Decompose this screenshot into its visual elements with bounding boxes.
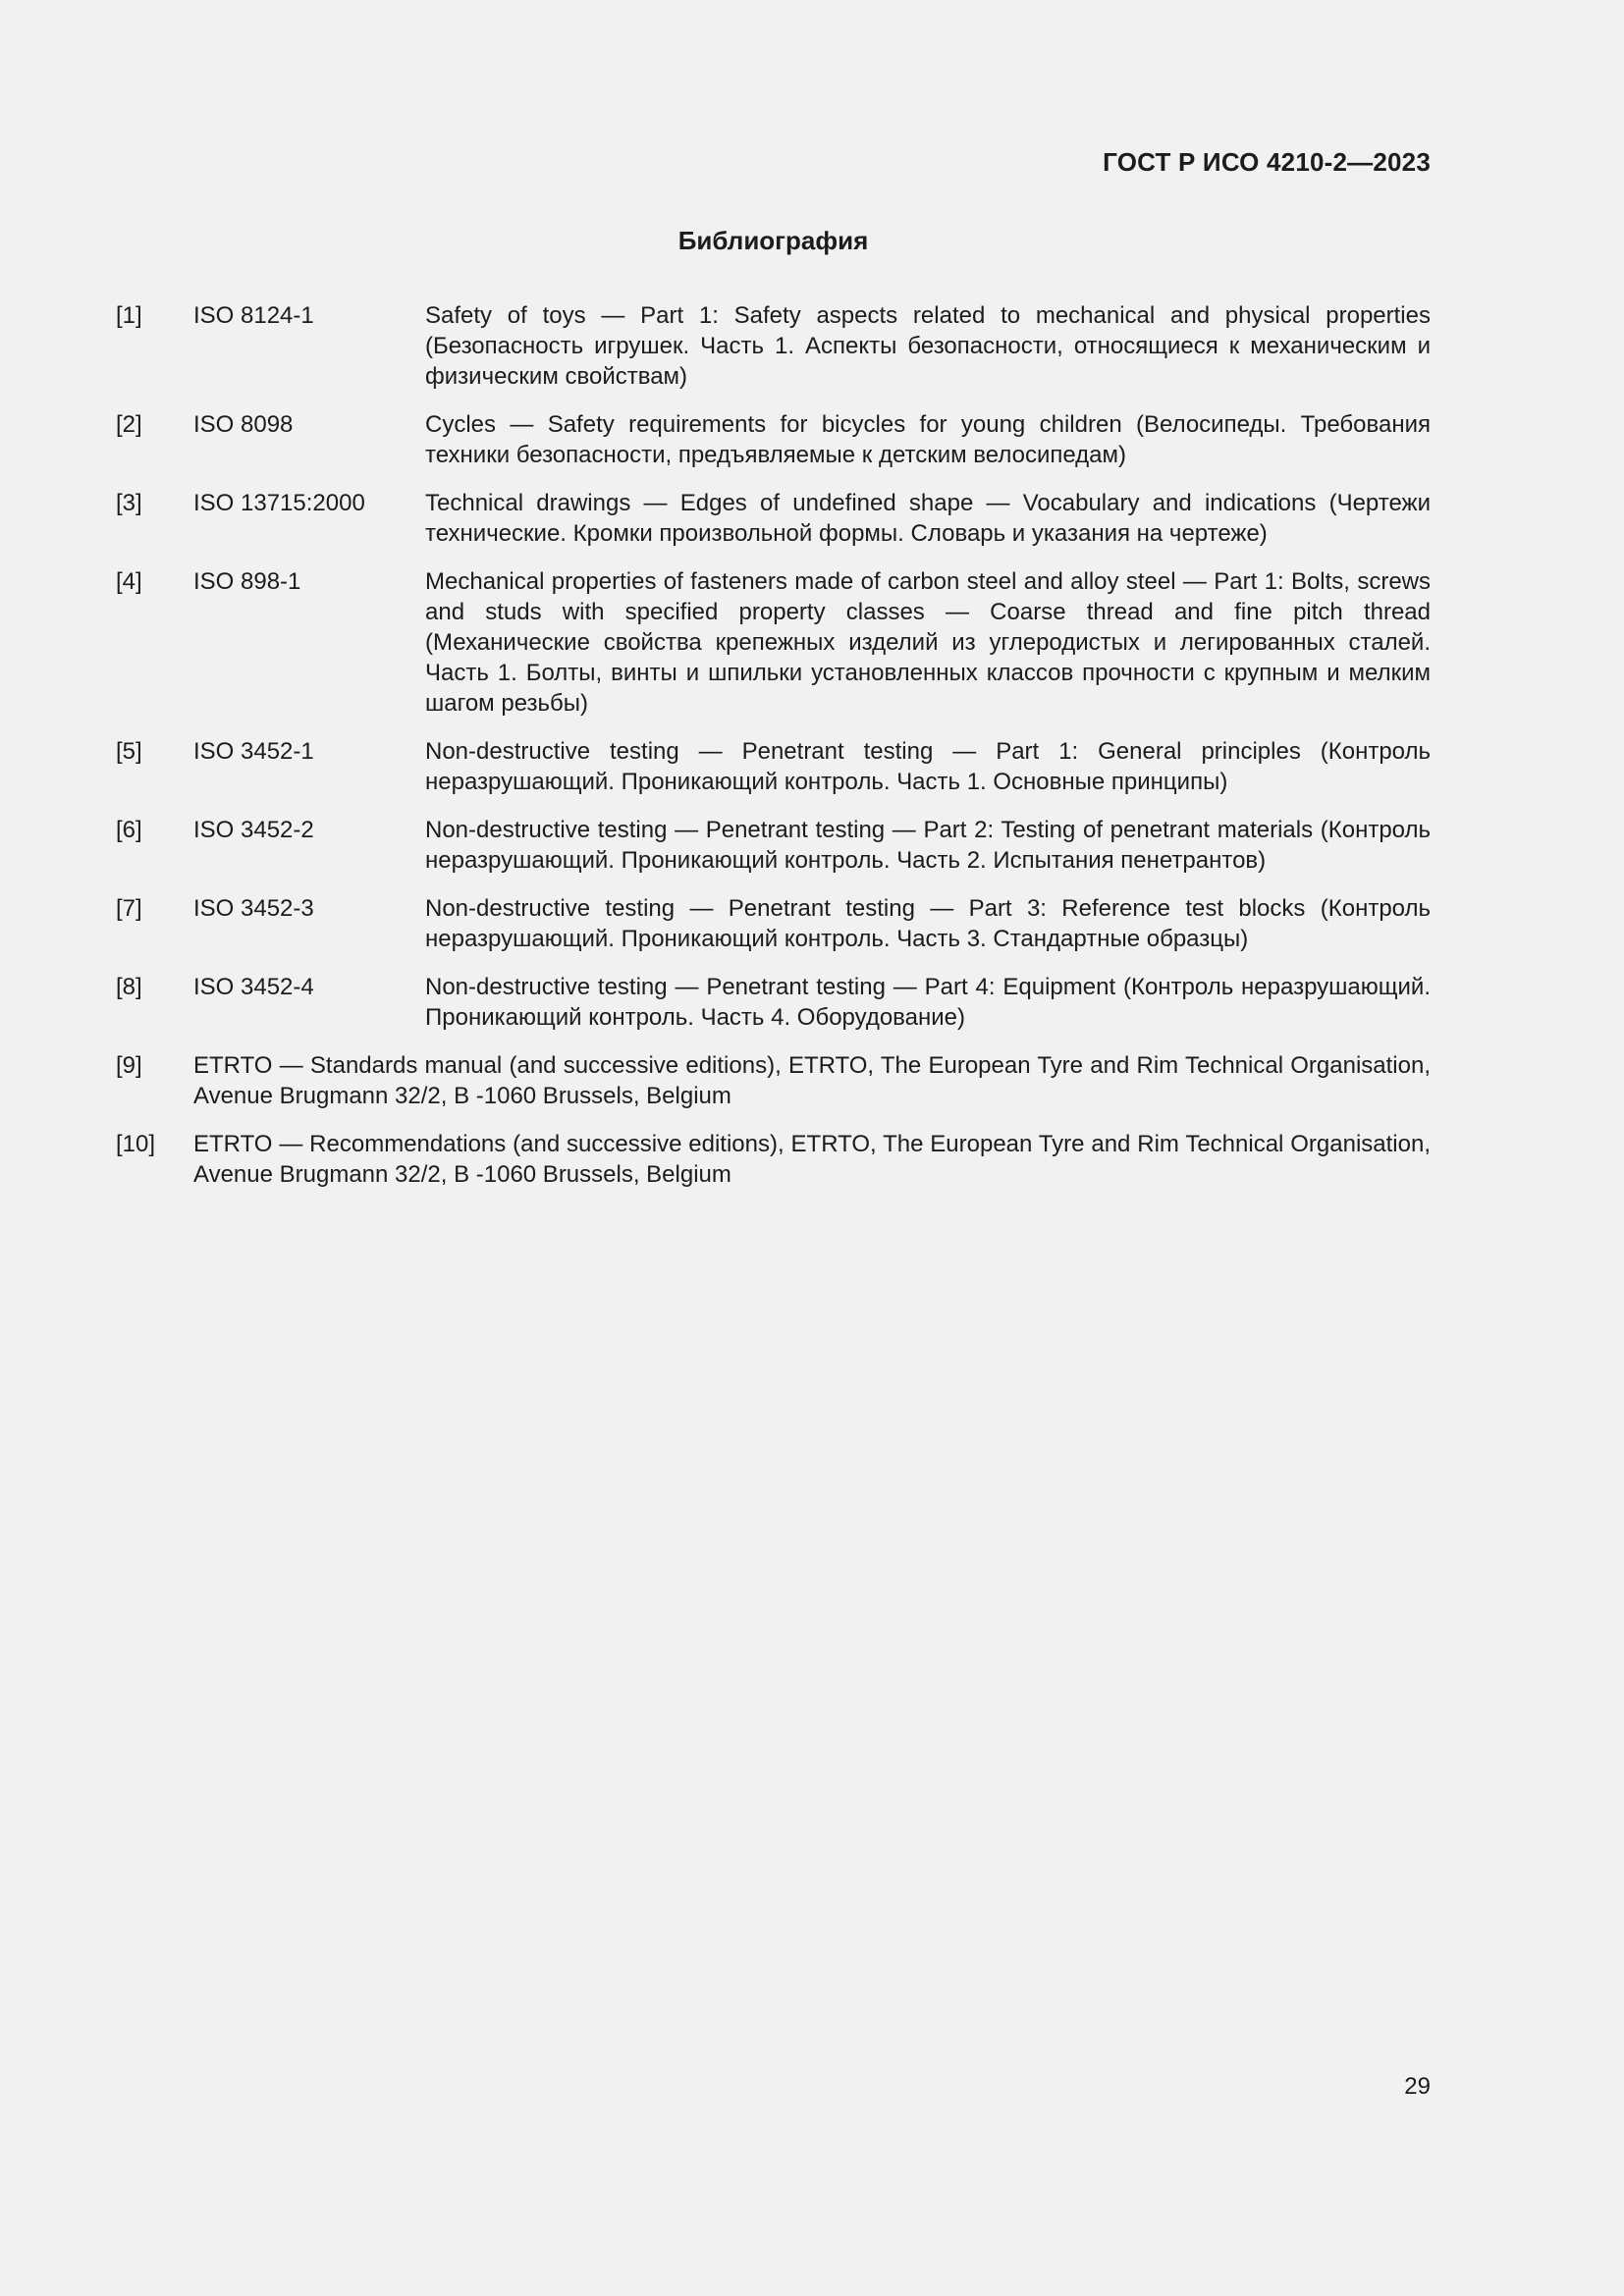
entry-number: [10] [116, 1131, 156, 1157]
entry-title: Non-destructive testing — Penetrant testing — Part 1: General principles (Контроль неразрушающий. Проникающий контроль. Часть 1. Основные принципы) [425, 738, 1431, 795]
bibliography-entry [116, 736, 1431, 797]
entry-title: Non-destructive testing — Penetrant testing — Part 4: Equipment (Контроль неразрушающий. Проникающий контроль. Часть 4. Оборудование) [425, 974, 1431, 1031]
bibliography-entry [116, 409, 1431, 470]
bibliography-entry [116, 300, 1431, 392]
entry-title: Non-destructive testing — Penetrant testing — Part 3: Reference test blocks (Контроль неразрушающий. Проникающий контроль. Часть 3. Стандартные образцы) [425, 895, 1431, 952]
bibliography-entry [116, 566, 1431, 719]
entry-number: [2] [116, 411, 142, 438]
entry-standard-code: ISO 3452-3 [193, 895, 314, 922]
bibliography-entry [116, 488, 1431, 549]
entry-standard-code: ISO 8098 [193, 411, 294, 438]
bibliography-list [116, 300, 1431, 1207]
entry-number: [9] [116, 1052, 142, 1079]
entry-standard-code: ISO 8124-1 [193, 302, 314, 329]
bibliography-entry [116, 815, 1431, 876]
entry-standard-code: ISO 3452-2 [193, 817, 314, 843]
bibliography-entry [116, 972, 1431, 1033]
standard-designation: ГОСТ Р ИСО 4210-2—2023 [1103, 147, 1431, 177]
page-number: 29 [1404, 2073, 1431, 2100]
bibliography-entry [116, 1050, 1431, 1111]
entry-title: Safety of toys — Part 1: Safety aspects related to mechanical and physical properties (Безопасность игрушек. Часть 1. Аспекты безопасности, относящиеся к механическим и физическим свойствам) [425, 302, 1431, 390]
entry-number: [5] [116, 738, 142, 765]
entry-title: Cycles — Safety requirements for bicycles for young children (Велосипеды. Требования техники безопасности, предъявляемые к детским велосипедам) [425, 411, 1431, 468]
entry-number: [4] [116, 568, 142, 595]
entry-standard-code: ISO 13715:2000 [193, 490, 365, 516]
bibliography-entry [116, 1129, 1431, 1190]
entry-number: [8] [116, 974, 142, 1000]
entry-title: ETRTO — Recommendations (and successive editions), ETRTO, The European Tyre and Rim Technical Organisation, Avenue Brugmann 32/2, B -1060 Brussels, Belgium [193, 1131, 1431, 1188]
entry-title: Non-destructive testing — Penetrant testing — Part 2: Testing of penetrant materials (Контроль неразрушающий. Проникающий контроль. Часть 2. Испытания пенетрантов) [425, 817, 1431, 874]
entry-number: [6] [116, 817, 142, 843]
section-title: Библиография [677, 226, 869, 255]
entry-number: [7] [116, 895, 142, 922]
entry-number: [1] [116, 302, 142, 329]
entry-standard-code: ISO 3452-1 [193, 738, 314, 765]
bibliography-entry [116, 893, 1431, 954]
entry-title: Mechanical properties of fasteners made of carbon steel and alloy steel — Part 1: Bolts, screws and studs with specified property classes — Coarse thread and fine pitch thread (Механические свойства крепежных изделий из углеродистых и легированных сталей. Часть 1. Болты, винты и шпильки установленных классов прочности с крупным и мелким шагом резьбы) [425, 568, 1431, 717]
entry-standard-code: ISO 3452-4 [193, 974, 314, 1000]
entry-title: ETRTO — Standards manual (and successive editions), ETRTO, The European Tyre and Rim Technical Organisation, Avenue Brugmann 32/2, B -1060 Brussels, Belgium [193, 1052, 1431, 1109]
entry-number: [3] [116, 490, 142, 516]
entry-standard-code: ISO 898-1 [193, 568, 301, 595]
entry-title: Technical drawings — Edges of undefined shape — Vocabulary and indications (Чертежи технические. Кромки произвольной формы. Словарь и указания на чертеже) [425, 490, 1431, 547]
